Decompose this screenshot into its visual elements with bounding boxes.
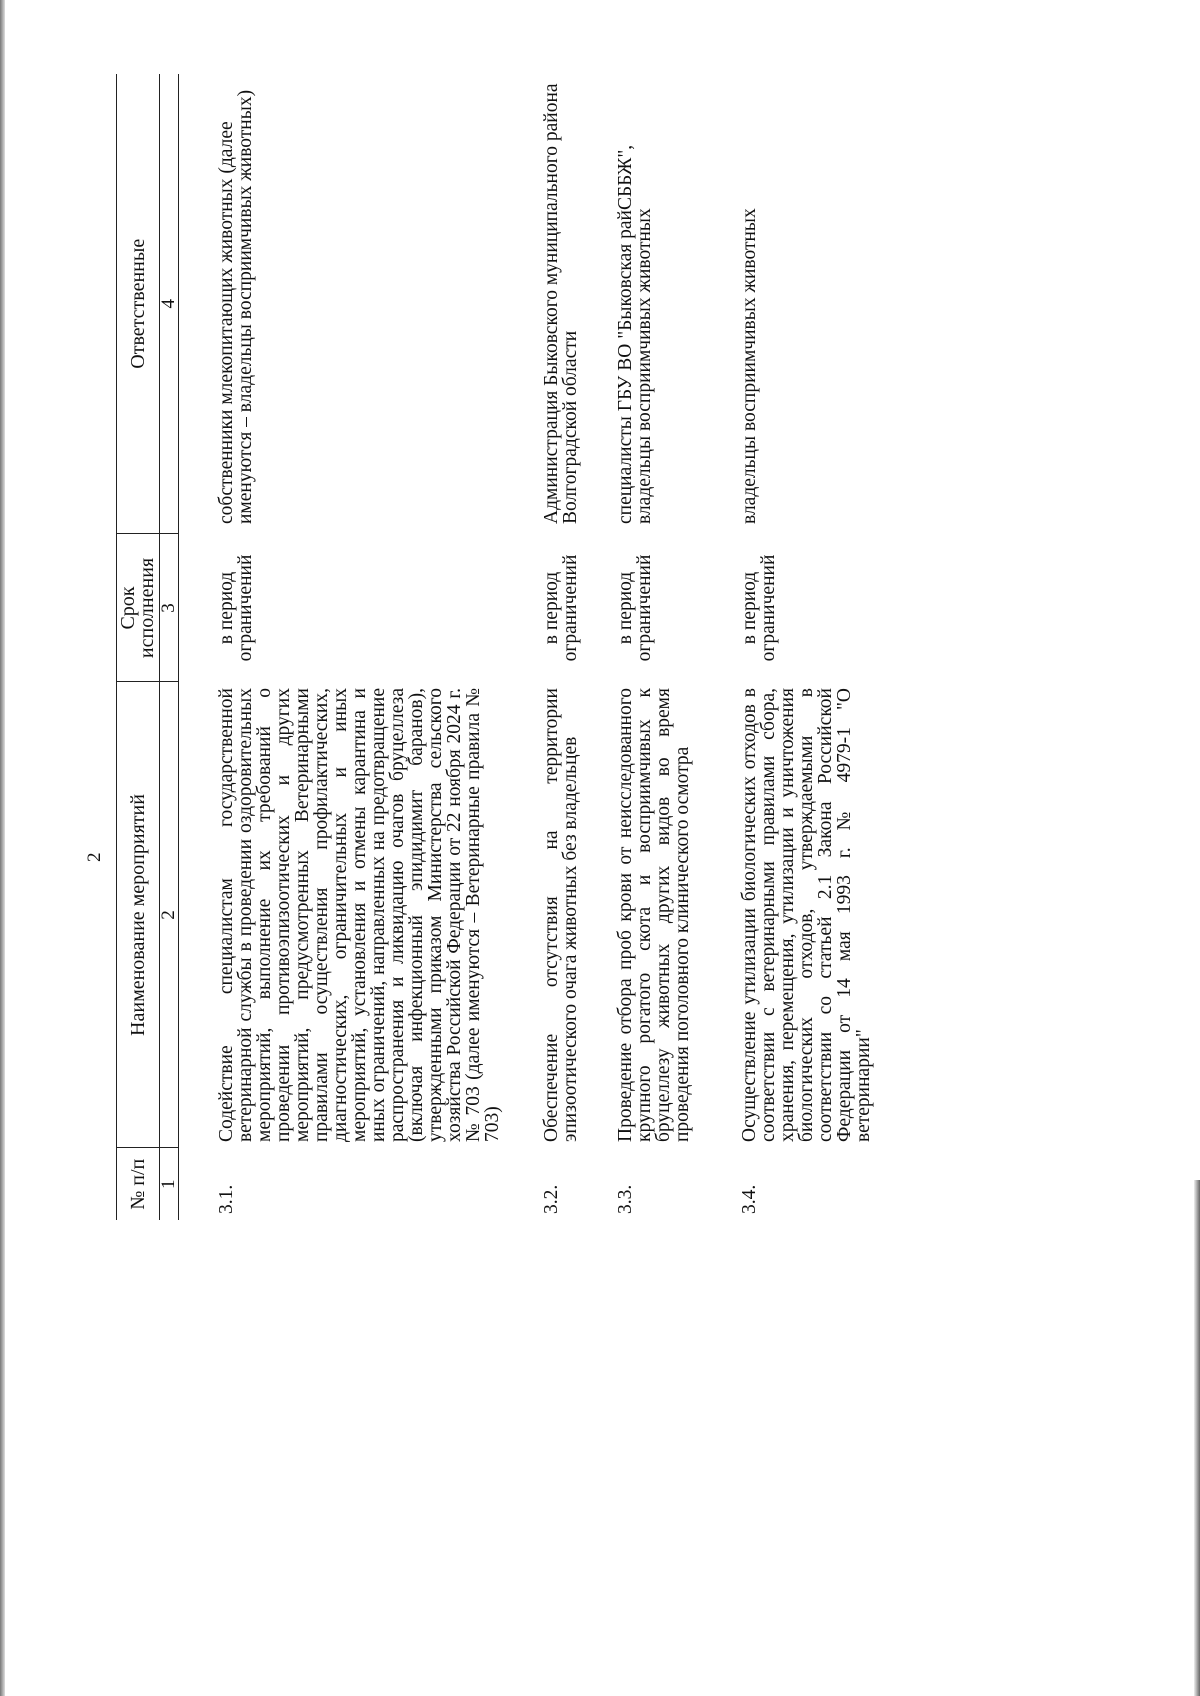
row-number: 3.1. [216,1184,237,1214]
row-number: 3.4. [739,1184,760,1214]
header-name: Наименование мероприятий [117,682,160,1148]
column-number: 1 [160,1148,179,1220]
row-number: 3.3. [615,1184,636,1214]
page-number: 2 [84,852,105,862]
header-responsible: Ответственные [117,74,160,534]
measure-term: в период ограничений [216,554,256,662]
measure-term: в период ограничений [615,554,655,662]
column-number: 4 [160,74,179,534]
column-number: 2 [160,682,179,1148]
table-header-row [117,74,160,1220]
row-number: 3.2. [541,1184,562,1214]
header-num: № п/п [117,1148,160,1220]
measure-name: Осуществление утилизации биологических отходов в соответствии с ветеринарными правилами сбора, хранения, перемещения, утилизации и уничтожения биологических отходов, утверждаемыми в соответствии со статьей 2.1 Закона Российской Федерации от 14 мая 1993 г. № 4979-1 "О ветеринарии" [739,688,874,1142]
header-term: Срок исполнения [117,534,160,682]
column-number-row [160,74,179,1220]
measure-name: Содействие специалистам государственной ветеринарной службы в проведении оздоровительных мероприятий, выполнение их требований о проведении противоэпизоотических и других мероприятий, предусмотренных Ветеринарными правилами осуществления профилактических, диагностических, ограничительных и иных мероприятий, установления и отмены карантина и иных ограничений, направленных на предотвращение распространения и ликвидацию очагов бруцеллеза (включая инфекционный эпидидимит баранов), утвержденными приказом Министерства сельского хозяйства Российской Федерации от 22 ноября 2024 г. № 703 (далее именуются – Ветеринарные правила № 703) [216,688,503,1142]
table-row [179,74,531,1220]
measure-name: Обеспечение отсутствия на территории эпизоотического очага животных без владельцев [541,688,581,1142]
measures-table [116,74,901,1220]
measure-responsible: собственники млекопитающих животных (далее именуются – владельцы восприимчивых животных) [216,89,256,524]
measure-responsible: специалисты ГБУ ВО "Быковская райСББЖ", владельцы восприимчивых животных [615,144,655,524]
table-row [608,74,720,1220]
measure-term: в период ограничений [739,554,779,662]
measure-term: в период ограничений [541,554,581,662]
column-number: 3 [160,534,179,682]
measure-name: Проведение отбора проб крови от неисследованного крупного рогатого скота и восприимчивых к бруцеллезу животных других видов во время проведения поголовного клинического осмотра [615,688,693,1142]
table-row [530,74,608,1220]
table-row [720,74,901,1220]
measure-responsible: Администрация Быковского муниципального района Волгоградской области [541,83,581,524]
measure-responsible: владельцы восприимчивых животных [739,208,760,524]
